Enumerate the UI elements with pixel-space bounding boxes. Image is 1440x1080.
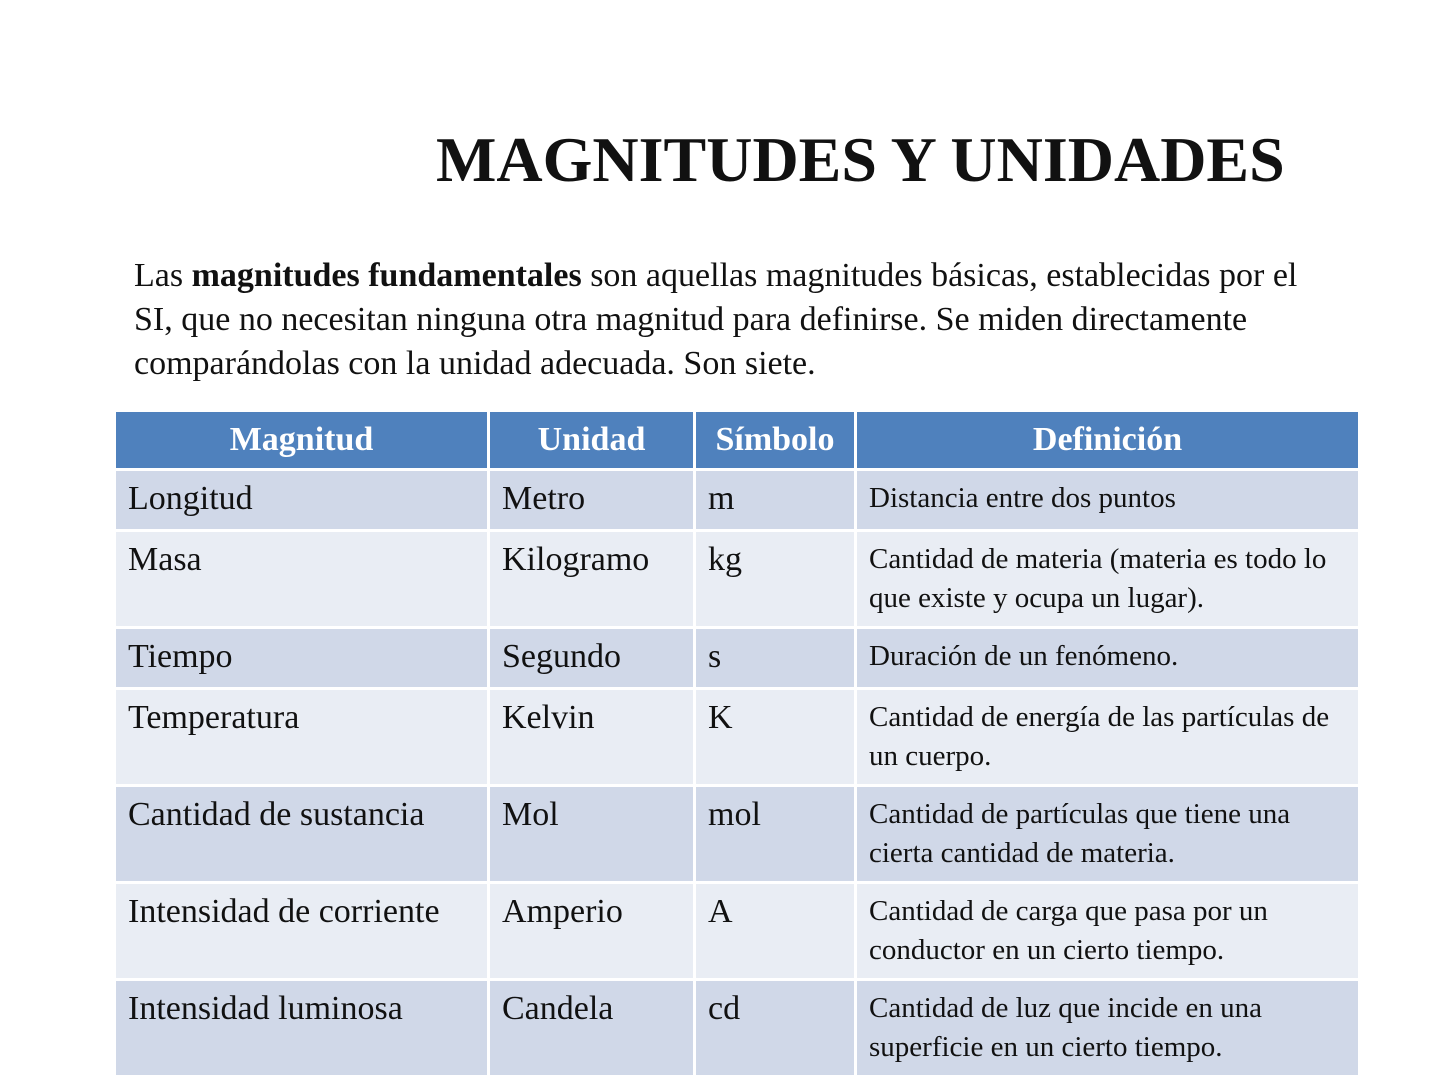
intro-bold-term: magnitudes fundamentales [191,257,582,294]
intro-paragraph [134,254,1314,386]
intro-rest: son aquellas magnitudes básicas, establecidas por el SI, que no necesitan ninguna otra magnitud para definirse. Se miden directamente comparándolas con la unidad adecuada. Son siete. [134,257,1298,382]
cell-simbolo: kg [695,531,856,628]
cell-unidad: Mol [489,786,695,883]
cell-simbolo: s [695,628,856,689]
cell-magnitud: Masa [115,531,489,628]
cell-unidad: Candela [489,980,695,1077]
cell-unidad: Kilogramo [489,531,695,628]
table-row [115,531,1360,628]
cell-unidad: Metro [489,470,695,531]
cell-unidad: Kelvin [489,689,695,786]
cell-magnitud: Cantidad de sustancia [115,786,489,883]
table-row [115,628,1360,689]
cell-simbolo: cd [695,980,856,1077]
cell-definicion: Duración de un fenómeno. [856,628,1360,689]
cell-simbolo: mol [695,786,856,883]
magnitudes-table [113,410,1361,1078]
cell-magnitud: Longitud [115,470,489,531]
table-row [115,689,1360,786]
cell-definicion: Cantidad de materia (materia es todo lo que existe y ocupa un lugar). [856,531,1360,628]
header-magnitud: Magnitud [115,411,489,470]
table-header-row [115,411,1360,470]
header-definicion: Definición [856,411,1360,470]
cell-definicion: Cantidad de carga que pasa por un conductor en un cierto tiempo. [856,883,1360,980]
cell-simbolo: K [695,689,856,786]
table-row [115,470,1360,531]
cell-magnitud: Tiempo [115,628,489,689]
header-simbolo: Símbolo [695,411,856,470]
cell-definicion: Distancia entre dos puntos [856,470,1360,531]
cell-definicion: Cantidad de partículas que tiene una cierta cantidad de materia. [856,786,1360,883]
header-unidad: Unidad [489,411,695,470]
cell-unidad: Amperio [489,883,695,980]
cell-unidad: Segundo [489,628,695,689]
cell-definicion: Cantidad de luz que incide en una superficie en un cierto tiempo. [856,980,1360,1077]
slide-title: MAGNITUDES Y UNIDADES [436,124,1285,195]
cell-definicion: Cantidad de energía de las partículas de un cuerpo. [856,689,1360,786]
table-row [115,883,1360,980]
table-row [115,786,1360,883]
table-row [115,980,1360,1077]
intro-lead: Las [134,257,192,294]
cell-simbolo: m [695,470,856,531]
cell-magnitud: Intensidad de corriente [115,883,489,980]
cell-magnitud: Intensidad luminosa [115,980,489,1077]
cell-simbolo: A [695,883,856,980]
cell-magnitud: Temperatura [115,689,489,786]
